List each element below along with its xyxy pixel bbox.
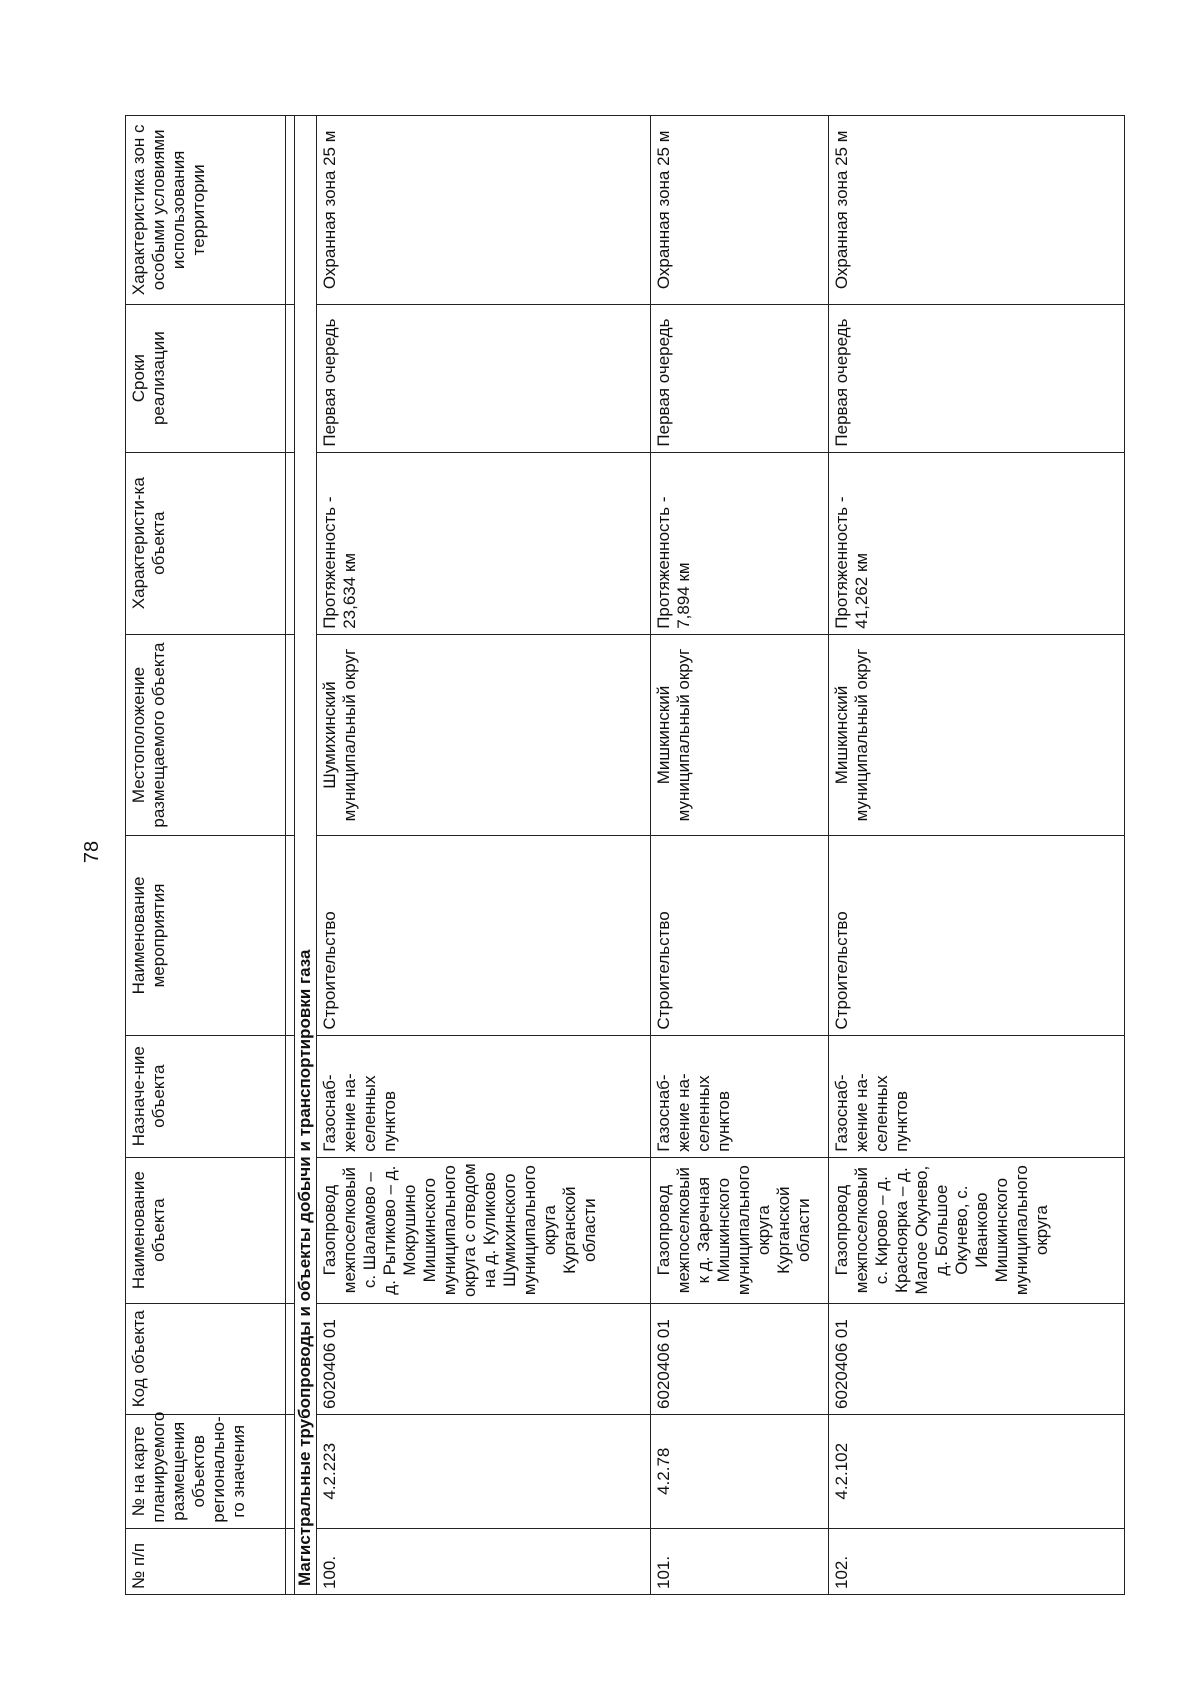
cell-num: 102.	[828, 1528, 1124, 1594]
spacer-cell	[286, 836, 295, 1035]
cell-num: 100.	[317, 1528, 651, 1594]
rotated-table-container	[125, 115, 1125, 1595]
header-activity: Наименование мероприятия	[126, 836, 286, 1035]
cell-term: Первая очередь	[650, 304, 828, 452]
cell-zone: Охранная зона 25 м	[650, 116, 828, 305]
spacer-cell	[286, 1528, 295, 1594]
cell-characteristic: Протяженность - 23,634 км	[317, 452, 651, 634]
table-header-row	[126, 116, 286, 1595]
cell-activity: Строительство	[650, 836, 828, 1035]
document-sheet	[125, 115, 1125, 1595]
spacer-cell	[286, 116, 295, 305]
cell-characteristic: Протяженность - 41,262 км	[828, 452, 1124, 634]
cell-purpose: Газоснаб-жение на-селенных пунктов	[650, 1035, 828, 1157]
regional-objects-table	[125, 115, 1125, 1595]
cell-name: Газопровод межпоселковый с. Шаламово – д. Рытиково – д. Мокрушино Мишкинского муниципального округа с отводом на д. Куликово Шумихинского муниципального округа Курганской области	[317, 1157, 651, 1303]
cell-map-number: 4.2.78	[650, 1414, 828, 1528]
cell-term: Первая очередь	[317, 304, 651, 452]
table-row	[828, 116, 1124, 1595]
header-term: Сроки реализации	[126, 304, 286, 452]
table-row	[317, 116, 651, 1595]
cell-activity: Строительство	[828, 836, 1124, 1035]
spacer-row	[286, 116, 295, 1595]
header-name: Наименование объекта	[126, 1157, 286, 1303]
header-num: № п/п	[126, 1528, 286, 1594]
section-row	[295, 116, 317, 1595]
header-code: Код объекта	[126, 1303, 286, 1414]
cell-name: Газопровод межпоселковый с. Кирово – д. Краснoярка – д. Малое Окунево, д. Большое Окунево, с. Иванково Мишкинского муниципального округа	[828, 1157, 1124, 1303]
section-title: Магистральные трубопроводы и объекты добычи и транспортировки газа	[295, 116, 317, 1595]
cell-purpose: Газоснаб-жение на-селенных пунктов	[317, 1035, 651, 1157]
cell-map-number: 4.2.102	[828, 1414, 1124, 1528]
spacer-cell	[286, 1303, 295, 1414]
cell-zone: Охранная зона 25 м	[828, 116, 1124, 305]
cell-activity: Строительство	[317, 836, 651, 1035]
page-number: 78	[81, 840, 103, 864]
cell-zone: Охранная зона 25 м	[317, 116, 651, 305]
spacer-cell	[286, 304, 295, 452]
cell-code: 6020406 01	[828, 1303, 1124, 1414]
cell-term: Первая очередь	[828, 304, 1124, 452]
spacer-cell	[286, 1414, 295, 1528]
cell-name: Газопровод межпоселковый к д. Заречная Мишкинского муниципального округа Курганской области	[650, 1157, 828, 1303]
spacer-cell	[286, 1035, 295, 1157]
header-map-number: № на карте планируемого размещения объектов регионально-го значения	[126, 1414, 286, 1528]
cell-purpose: Газоснаб-жение на-селенных пунктов	[828, 1035, 1124, 1157]
header-zone: Характеристика зон с особыми условиями использования территории	[126, 116, 286, 305]
cell-location: Мишкинский муниципальный округ	[650, 634, 828, 835]
cell-characteristic: Протяженность - 7,894 км	[650, 452, 828, 634]
cell-code: 6020406 01	[317, 1303, 651, 1414]
cell-num: 101.	[650, 1528, 828, 1594]
spacer-cell	[286, 1157, 295, 1303]
spacer-cell	[286, 452, 295, 634]
table-row	[650, 116, 828, 1595]
spacer-cell	[286, 634, 295, 835]
cell-code: 6020406 01	[650, 1303, 828, 1414]
cell-location: Мишкинский муниципальный округ	[828, 634, 1124, 835]
cell-location: Шумихинский муниципальный округ	[317, 634, 651, 835]
header-purpose: Назначе-ние объекта	[126, 1035, 286, 1157]
cell-map-number: 4.2.223	[317, 1414, 651, 1528]
header-location: Местоположение размещаемого объекта	[126, 634, 286, 835]
header-characteristic: Характеристи-ка объекта	[126, 452, 286, 634]
